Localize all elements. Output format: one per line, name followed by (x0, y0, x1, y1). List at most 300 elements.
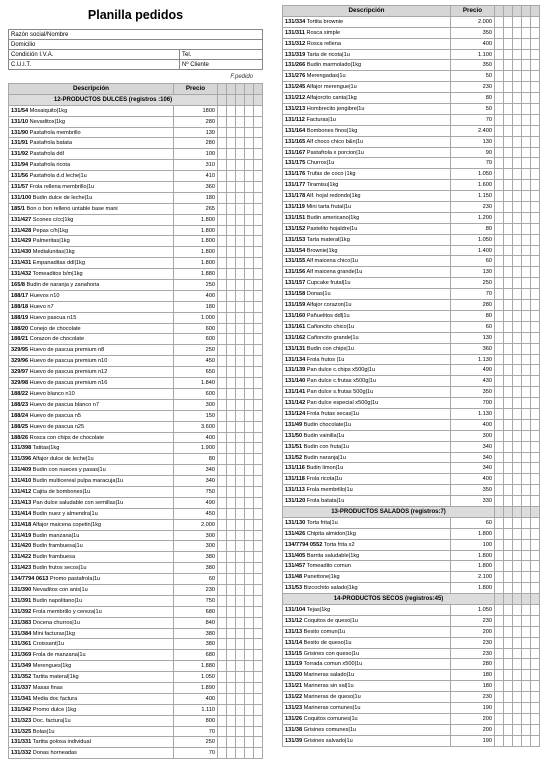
qty-cell[interactable] (218, 345, 227, 356)
qty-cell[interactable] (245, 422, 254, 433)
qty-cell[interactable] (254, 236, 263, 247)
qty-cell[interactable] (513, 659, 522, 670)
qty-cell[interactable] (254, 324, 263, 335)
qty-cell[interactable] (227, 618, 236, 629)
qty-cell[interactable] (522, 322, 531, 333)
qty-cell[interactable] (504, 496, 513, 507)
qty-cell[interactable] (531, 572, 540, 583)
qty-cell[interactable] (236, 236, 245, 247)
qty-cell[interactable] (522, 191, 531, 202)
qty-cell[interactable] (245, 160, 254, 171)
qty-cell[interactable] (218, 138, 227, 149)
qty-cell[interactable] (218, 422, 227, 433)
qty-cell[interactable] (513, 442, 522, 453)
qty-cell[interactable] (531, 82, 540, 93)
qty-cell[interactable] (236, 291, 245, 302)
qty-cell[interactable] (495, 692, 504, 703)
qty-cell[interactable] (513, 82, 522, 93)
qty-cell[interactable] (254, 465, 263, 476)
qty-cell[interactable] (504, 681, 513, 692)
qty-cell[interactable] (531, 158, 540, 169)
qty-cell[interactable] (254, 291, 263, 302)
qty-cell[interactable] (504, 649, 513, 660)
qty-cell[interactable] (495, 60, 504, 71)
qty-cell[interactable] (218, 247, 227, 258)
qty-cell[interactable] (227, 356, 236, 367)
qty-cell[interactable] (254, 727, 263, 738)
qty-cell[interactable] (495, 180, 504, 191)
qty-cell[interactable] (513, 409, 522, 420)
qty-cell[interactable] (245, 226, 254, 237)
qty-cell[interactable] (236, 694, 245, 705)
qty-cell[interactable] (513, 703, 522, 714)
qty-cell[interactable] (513, 681, 522, 692)
qty-cell[interactable] (504, 463, 513, 474)
qty-cell[interactable] (254, 411, 263, 422)
qty-cell[interactable] (522, 126, 531, 137)
qty-cell[interactable] (531, 180, 540, 191)
qty-cell[interactable] (245, 149, 254, 160)
qty-cell[interactable] (218, 236, 227, 247)
qty-cell[interactable] (495, 551, 504, 562)
qty-cell[interactable] (236, 596, 245, 607)
qty-cell[interactable] (513, 267, 522, 278)
tel-field[interactable]: Tel. (180, 50, 263, 60)
qty-cell[interactable] (236, 520, 245, 531)
qty-cell[interactable] (245, 748, 254, 759)
qty-cell[interactable] (245, 400, 254, 411)
qty-cell[interactable] (218, 639, 227, 650)
qty-cell[interactable] (504, 126, 513, 137)
qty-cell[interactable] (531, 344, 540, 355)
qty-cell[interactable] (522, 453, 531, 464)
qty-cell[interactable] (531, 39, 540, 50)
qty-cell[interactable] (504, 148, 513, 159)
qty-cell[interactable] (227, 563, 236, 574)
qty-cell[interactable] (504, 670, 513, 681)
qty-cell[interactable] (254, 705, 263, 716)
qty-cell[interactable] (513, 518, 522, 529)
qty-cell[interactable] (522, 485, 531, 496)
qty-cell[interactable] (254, 541, 263, 552)
qty-cell[interactable] (227, 389, 236, 400)
qty-cell[interactable] (513, 365, 522, 376)
qty-cell[interactable] (522, 344, 531, 355)
qty-cell[interactable] (504, 474, 513, 485)
qty-cell[interactable] (236, 476, 245, 487)
qty-cell[interactable] (227, 454, 236, 465)
qty-cell[interactable] (504, 736, 513, 747)
qty-cell[interactable] (513, 39, 522, 50)
qty-cell[interactable] (504, 365, 513, 376)
qty-cell[interactable] (254, 106, 263, 117)
razon-social-field[interactable]: Razón social/Nombre (9, 30, 263, 40)
qty-cell[interactable] (245, 639, 254, 650)
qty-cell[interactable] (513, 289, 522, 300)
qty-cell[interactable] (254, 302, 263, 313)
qty-cell[interactable] (218, 367, 227, 378)
qty-cell[interactable] (227, 443, 236, 454)
qty-cell[interactable] (513, 453, 522, 464)
qty-cell[interactable] (522, 82, 531, 93)
qty-cell[interactable] (236, 498, 245, 509)
qty-cell[interactable] (522, 551, 531, 562)
qty-cell[interactable] (227, 128, 236, 139)
qty-cell[interactable] (236, 509, 245, 520)
qty-cell[interactable] (254, 160, 263, 171)
qty-cell[interactable] (531, 224, 540, 235)
qty-cell[interactable] (495, 420, 504, 431)
qty-cell[interactable] (218, 727, 227, 738)
qty-cell[interactable] (227, 498, 236, 509)
qty-cell[interactable] (218, 258, 227, 269)
qty-cell[interactable] (254, 193, 263, 204)
qty-cell[interactable] (218, 313, 227, 324)
qty-cell[interactable] (522, 202, 531, 213)
qty-cell[interactable] (236, 607, 245, 618)
qty-cell[interactable] (513, 333, 522, 344)
qty-cell[interactable] (254, 182, 263, 193)
qty-cell[interactable] (495, 442, 504, 453)
qty-cell[interactable] (245, 596, 254, 607)
qty-cell[interactable] (495, 17, 504, 28)
qty-cell[interactable] (245, 378, 254, 389)
qty-cell[interactable] (531, 300, 540, 311)
qty-cell[interactable] (218, 302, 227, 313)
qty-cell[interactable] (513, 485, 522, 496)
qty-cell[interactable] (522, 50, 531, 61)
qty-cell[interactable] (245, 476, 254, 487)
qty-cell[interactable] (218, 356, 227, 367)
qty-cell[interactable] (531, 659, 540, 670)
qty-cell[interactable] (513, 551, 522, 562)
qty-cell[interactable] (218, 672, 227, 683)
qty-cell[interactable] (245, 661, 254, 672)
qty-cell[interactable] (236, 313, 245, 324)
qty-cell[interactable] (495, 71, 504, 82)
qty-cell[interactable] (504, 191, 513, 202)
qty-cell[interactable] (513, 649, 522, 660)
qty-cell[interactable] (218, 160, 227, 171)
qty-cell[interactable] (218, 334, 227, 345)
qty-cell[interactable] (236, 128, 245, 139)
qty-cell[interactable] (236, 672, 245, 683)
qty-cell[interactable] (218, 748, 227, 759)
qty-cell[interactable] (504, 561, 513, 572)
qty-cell[interactable] (227, 138, 236, 149)
qty-cell[interactable] (522, 627, 531, 638)
qty-cell[interactable] (254, 389, 263, 400)
qty-cell[interactable] (245, 618, 254, 629)
qty-cell[interactable] (245, 585, 254, 596)
qty-cell[interactable] (227, 487, 236, 498)
qty-cell[interactable] (504, 387, 513, 398)
qty-cell[interactable] (504, 583, 513, 594)
qty-cell[interactable] (227, 520, 236, 531)
qty-cell[interactable] (522, 420, 531, 431)
qty-cell[interactable] (522, 703, 531, 714)
qty-cell[interactable] (236, 389, 245, 400)
qty-cell[interactable] (531, 387, 540, 398)
qty-cell[interactable] (522, 409, 531, 420)
qty-cell[interactable] (245, 716, 254, 727)
qty-cell[interactable] (218, 443, 227, 454)
qty-cell[interactable] (227, 106, 236, 117)
qty-cell[interactable] (245, 193, 254, 204)
qty-cell[interactable] (227, 531, 236, 542)
qty-cell[interactable] (218, 106, 227, 117)
qty-cell[interactable] (504, 518, 513, 529)
qty-cell[interactable] (504, 692, 513, 703)
qty-cell[interactable] (495, 736, 504, 747)
qty-cell[interactable] (254, 138, 263, 149)
qty-cell[interactable] (218, 520, 227, 531)
qty-cell[interactable] (522, 213, 531, 224)
qty-cell[interactable] (531, 71, 540, 82)
qty-cell[interactable] (513, 627, 522, 638)
qty-cell[interactable] (531, 420, 540, 431)
qty-cell[interactable] (495, 267, 504, 278)
qty-cell[interactable] (495, 474, 504, 485)
qty-cell[interactable] (227, 193, 236, 204)
qty-cell[interactable] (495, 376, 504, 387)
qty-cell[interactable] (504, 158, 513, 169)
qty-cell[interactable] (245, 454, 254, 465)
qty-cell[interactable] (495, 355, 504, 366)
qty-cell[interactable] (495, 158, 504, 169)
qty-cell[interactable] (495, 453, 504, 464)
qty-cell[interactable] (531, 518, 540, 529)
qty-cell[interactable] (522, 365, 531, 376)
qty-cell[interactable] (218, 193, 227, 204)
qty-cell[interactable] (236, 552, 245, 563)
qty-cell[interactable] (531, 409, 540, 420)
qty-cell[interactable] (227, 215, 236, 226)
qty-cell[interactable] (531, 540, 540, 551)
qty-cell[interactable] (522, 278, 531, 289)
qty-cell[interactable] (245, 607, 254, 618)
qty-cell[interactable] (218, 716, 227, 727)
qty-cell[interactable] (245, 367, 254, 378)
qty-cell[interactable] (522, 474, 531, 485)
qty-cell[interactable] (227, 226, 236, 237)
qty-cell[interactable] (245, 236, 254, 247)
qty-cell[interactable] (236, 422, 245, 433)
qty-cell[interactable] (254, 204, 263, 215)
qty-cell[interactable] (236, 324, 245, 335)
qty-cell[interactable] (245, 433, 254, 444)
qty-cell[interactable] (513, 714, 522, 725)
qty-cell[interactable] (227, 149, 236, 160)
qty-cell[interactable] (531, 126, 540, 137)
qty-cell[interactable] (495, 322, 504, 333)
qty-cell[interactable] (513, 148, 522, 159)
qty-cell[interactable] (227, 422, 236, 433)
qty-cell[interactable] (522, 235, 531, 246)
qty-cell[interactable] (495, 148, 504, 159)
qty-cell[interactable] (513, 60, 522, 71)
qty-cell[interactable] (236, 106, 245, 117)
qty-cell[interactable] (495, 213, 504, 224)
qty-cell[interactable] (513, 583, 522, 594)
qty-cell[interactable] (495, 496, 504, 507)
qty-cell[interactable] (504, 180, 513, 191)
qty-cell[interactable] (513, 638, 522, 649)
qty-cell[interactable] (504, 115, 513, 126)
qty-cell[interactable] (236, 727, 245, 738)
qty-cell[interactable] (495, 725, 504, 736)
qty-cell[interactable] (522, 39, 531, 50)
qty-cell[interactable] (245, 171, 254, 182)
qty-cell[interactable] (218, 324, 227, 335)
qty-cell[interactable] (218, 661, 227, 672)
qty-cell[interactable] (245, 650, 254, 661)
qty-cell[interactable] (227, 247, 236, 258)
qty-cell[interactable] (218, 149, 227, 160)
qty-cell[interactable] (504, 213, 513, 224)
qty-cell[interactable] (236, 378, 245, 389)
qty-cell[interactable] (513, 376, 522, 387)
qty-cell[interactable] (254, 117, 263, 128)
qty-cell[interactable] (236, 531, 245, 542)
qty-cell[interactable] (504, 235, 513, 246)
qty-cell[interactable] (245, 727, 254, 738)
qty-cell[interactable] (218, 226, 227, 237)
qty-cell[interactable] (218, 552, 227, 563)
qty-cell[interactable] (218, 215, 227, 226)
qty-cell[interactable] (522, 333, 531, 344)
qty-cell[interactable] (218, 607, 227, 618)
qty-cell[interactable] (531, 17, 540, 28)
qty-cell[interactable] (513, 17, 522, 28)
qty-cell[interactable] (495, 561, 504, 572)
qty-cell[interactable] (522, 583, 531, 594)
qty-cell[interactable] (254, 618, 263, 629)
qty-cell[interactable] (522, 736, 531, 747)
qty-cell[interactable] (495, 300, 504, 311)
qty-cell[interactable] (504, 376, 513, 387)
qty-cell[interactable] (227, 585, 236, 596)
qty-cell[interactable] (531, 638, 540, 649)
qty-cell[interactable] (218, 465, 227, 476)
qty-cell[interactable] (504, 278, 513, 289)
qty-cell[interactable] (531, 561, 540, 572)
qty-cell[interactable] (504, 289, 513, 300)
qty-cell[interactable] (254, 454, 263, 465)
qty-cell[interactable] (254, 280, 263, 291)
qty-cell[interactable] (236, 629, 245, 640)
qty-cell[interactable] (218, 280, 227, 291)
qty-cell[interactable] (245, 356, 254, 367)
qty-cell[interactable] (227, 433, 236, 444)
qty-cell[interactable] (254, 313, 263, 324)
qty-cell[interactable] (522, 311, 531, 322)
qty-cell[interactable] (218, 117, 227, 128)
qty-cell[interactable] (254, 400, 263, 411)
qty-cell[interactable] (513, 93, 522, 104)
qty-cell[interactable] (522, 398, 531, 409)
qty-cell[interactable] (522, 692, 531, 703)
qty-cell[interactable] (522, 169, 531, 180)
qty-cell[interactable] (236, 465, 245, 476)
qty-cell[interactable] (513, 158, 522, 169)
qty-cell[interactable] (254, 433, 263, 444)
qty-cell[interactable] (227, 269, 236, 280)
qty-cell[interactable] (254, 269, 263, 280)
qty-cell[interactable] (495, 202, 504, 213)
qty-cell[interactable] (522, 17, 531, 28)
qty-cell[interactable] (504, 409, 513, 420)
qty-cell[interactable] (254, 629, 263, 640)
qty-cell[interactable] (531, 246, 540, 257)
qty-cell[interactable] (218, 541, 227, 552)
qty-cell[interactable] (236, 683, 245, 694)
qty-cell[interactable] (236, 356, 245, 367)
qty-cell[interactable] (495, 169, 504, 180)
qty-cell[interactable] (513, 474, 522, 485)
qty-cell[interactable] (531, 256, 540, 267)
qty-cell[interactable] (495, 670, 504, 681)
qty-cell[interactable] (504, 659, 513, 670)
qty-cell[interactable] (495, 82, 504, 93)
qty-cell[interactable] (245, 258, 254, 269)
qty-cell[interactable] (495, 463, 504, 474)
qty-cell[interactable] (236, 367, 245, 378)
qty-cell[interactable] (227, 411, 236, 422)
qty-cell[interactable] (522, 529, 531, 540)
qty-cell[interactable] (531, 681, 540, 692)
qty-cell[interactable] (522, 376, 531, 387)
qty-cell[interactable] (531, 551, 540, 562)
qty-cell[interactable] (245, 291, 254, 302)
qty-cell[interactable] (254, 596, 263, 607)
qty-cell[interactable] (227, 639, 236, 650)
qty-cell[interactable] (522, 137, 531, 148)
qty-cell[interactable] (522, 148, 531, 159)
qty-cell[interactable] (236, 541, 245, 552)
qty-cell[interactable] (513, 496, 522, 507)
qty-cell[interactable] (227, 324, 236, 335)
qty-cell[interactable] (531, 213, 540, 224)
qty-cell[interactable] (245, 269, 254, 280)
qty-cell[interactable] (495, 278, 504, 289)
qty-cell[interactable] (531, 431, 540, 442)
qty-cell[interactable] (522, 649, 531, 660)
qty-cell[interactable] (236, 258, 245, 269)
qty-cell[interactable] (254, 748, 263, 759)
qty-cell[interactable] (495, 93, 504, 104)
qty-cell[interactable] (522, 681, 531, 692)
qty-cell[interactable] (227, 552, 236, 563)
qty-cell[interactable] (254, 226, 263, 237)
qty-cell[interactable] (495, 115, 504, 126)
qty-cell[interactable] (254, 476, 263, 487)
qty-cell[interactable] (504, 703, 513, 714)
qty-cell[interactable] (236, 574, 245, 585)
qty-cell[interactable] (531, 714, 540, 725)
qty-cell[interactable] (227, 280, 236, 291)
qty-cell[interactable] (522, 714, 531, 725)
qty-cell[interactable] (522, 605, 531, 616)
qty-cell[interactable] (504, 93, 513, 104)
qty-cell[interactable] (531, 583, 540, 594)
qty-cell[interactable] (504, 431, 513, 442)
qty-cell[interactable] (254, 247, 263, 258)
qty-cell[interactable] (218, 454, 227, 465)
qty-cell[interactable] (531, 616, 540, 627)
qty-cell[interactable] (227, 334, 236, 345)
qty-cell[interactable] (513, 616, 522, 627)
